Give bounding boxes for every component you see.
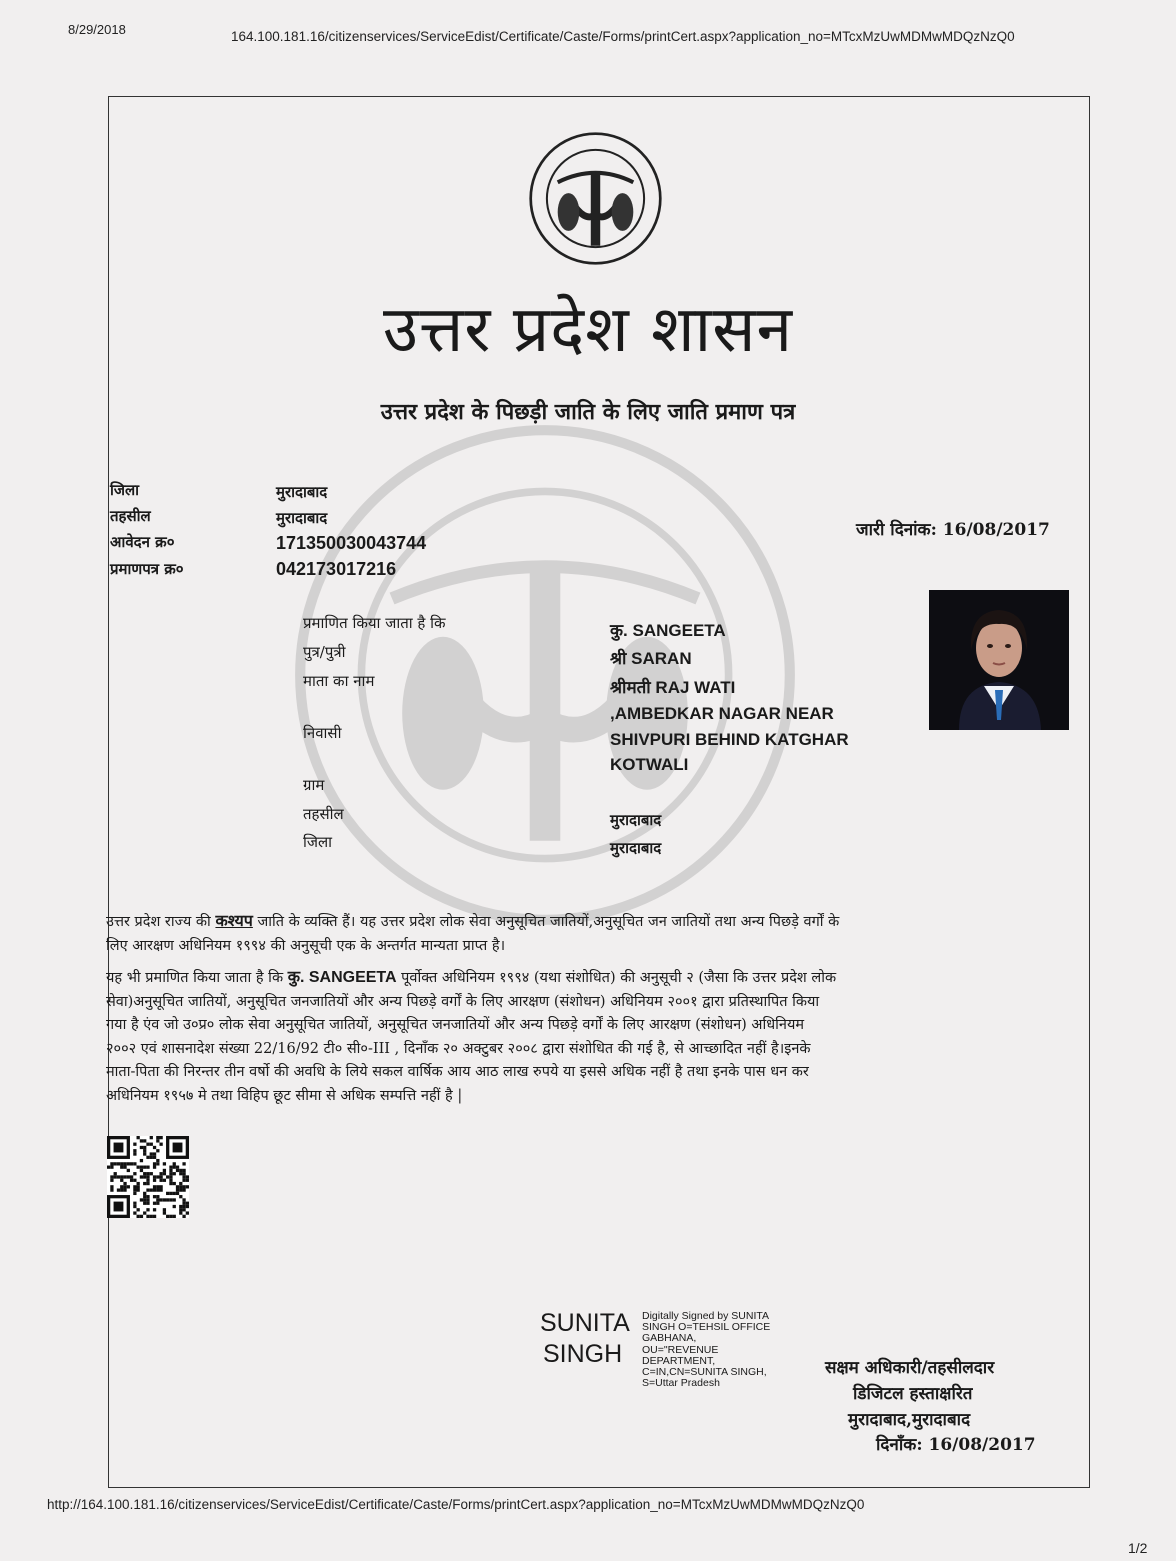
signer-name: [540, 1308, 630, 1370]
print-url-bottom: http://164.100.181.16/citizenservices/ServiceEdist/Certificate/Caste/Forms/printCert.aspx?application_no=MTcxMzUwMDMwMDQzNzQ0: [47, 1497, 865, 1512]
signature-detail-line: OU="REVENUE: [642, 1343, 719, 1356]
certified-label: प्रमाणित किया जाता है कि: [303, 614, 446, 632]
issue-date: जारी दिनांक: 16/08/2017: [856, 520, 1050, 540]
qr-code: [107, 1136, 189, 1218]
paragraph-line: उत्तर प्रदेश राज्य की कश्यप जाति के व्यक्ति हैं। यह उत्तर प्रदेश लोक सेवा अनुसूचित जातियों,अनुसूचित जन जातियों तथा अन्य पिछड़े वर्गों के: [106, 913, 840, 930]
tehsil-value: मुरादाबाद: [276, 509, 328, 527]
signature-detail-line: S=Uttar Pradesh: [642, 1377, 720, 1390]
application-label: आवेदन क्र०: [110, 533, 175, 551]
application-number: 171350030043744: [276, 533, 427, 553]
district-value: मुरादाबाद: [276, 483, 328, 501]
person-name-inline: कु. SANGEETA: [287, 969, 397, 986]
signature-detail-line: C=IN,CN=SUNITA SINGH,: [642, 1366, 767, 1379]
digital-signature-details: [642, 1311, 770, 1389]
authority-designation: सक्षम अधिकारी/तहसीलदार: [825, 1358, 995, 1378]
signer-name-line-1: SUNITA: [540, 1309, 630, 1337]
certificate-label: प्रमाणपत्र क्र०: [110, 560, 184, 578]
signature-detail-line: DEPARTMENT,: [642, 1354, 716, 1367]
district-label: जिला: [110, 481, 140, 499]
caste-name: कश्यप: [215, 913, 253, 930]
person-district-value: मुरादाबाद: [610, 839, 662, 857]
eligibility-paragraph: [106, 966, 1056, 1108]
resident-label: निवासी: [303, 724, 342, 742]
applicant-photo: [929, 590, 1069, 730]
certificate-subtitle: उत्तर प्रदेश के पिछड़ी जाति के लिए जाति प्रमाण पत्र: [380, 399, 796, 425]
print-url-top: 164.100.181.16/citizenservices/ServiceEdist/Certificate/Caste/Forms/printCert.aspx?application_no=MTcxMzUwMDMwMDQzNzQ0: [231, 29, 1015, 44]
print-date: 8/29/2018: [68, 22, 126, 37]
paragraph-line: यह भी प्रमाणित किया जाता है कि कु. SANGEETA पूर्वोक्त अधिनियम १९९४ (यथा संशोधित) की अनुसूची २ (जैसा कि उत्तर प्रदेश लोक: [106, 969, 837, 986]
caste-paragraph: [106, 910, 1056, 958]
paragraph-line: माता-पिता की निरन्तर तीन वर्षो की अवधि के लिये सकल वार्षिक आय आठ लाख रुपये या इससे अधिक नहीं है तथा इनके पास धन कर: [106, 1064, 809, 1080]
up-government-emblem-icon: [528, 131, 663, 266]
child-of-label: पुत्र/पुत्री: [303, 643, 346, 661]
address-line-2: SHIVPURI BEHIND KATGHAR: [610, 730, 849, 749]
signature-detail-line: Digitally Signed by SUNITA: [642, 1310, 770, 1322]
mother-label: माता का नाम: [303, 672, 375, 690]
person-tehsil-value: मुरादाबाद: [610, 811, 662, 829]
signature-detail-line: SINGH O=TEHSIL OFFICE: [642, 1321, 771, 1334]
signer-name-line-2: SINGH: [543, 1340, 623, 1368]
person-name: कु. SANGEETA: [610, 621, 726, 640]
tehsil-label: तहसील: [110, 507, 151, 525]
paragraph-line: २००२ एवं शासनादेश संख्या 22/16/92 टी० सी०-III , दिनाँक २० अक्टुबर २००८ द्वारा संशोधित की गई है, से आच्छादित नहीं है।इनके: [106, 1040, 811, 1057]
address-line-1: ,AMBEDKAR NAGAR NEAR: [610, 704, 834, 723]
certificate-number: 042173017216: [276, 559, 397, 579]
paragraph-line: लिए आरक्षण अधिनियम १९९४ की अनुसूची एक के अन्तर्गत मान्यता प्राप्त है।: [106, 937, 506, 954]
father-name: श्री SARAN: [610, 649, 692, 668]
paragraph-line: अधिनियम १९५७ मे तथा विहिप छूट सीमा से अधिक सम्पत्ति नहीं है |: [106, 1087, 463, 1104]
village-label: ग्राम: [303, 776, 325, 794]
person-tehsil-label: तहसील: [303, 805, 344, 823]
authority-date: दिनाँक: 16/08/2017: [876, 1435, 1036, 1455]
paragraph-line: गया है एंव जो उ०प्र० लोक सेवा अनुसूचित जातियों, अनुसूचित जनजातियों और अन्य पिछड़े वर्गों के लिए आरक्षण (संशोधन) अधिनियम: [106, 1017, 805, 1033]
mother-name: श्रीमती RAJ WATI: [610, 678, 736, 697]
page-title: उत्तर प्रदेश शासन: [383, 293, 793, 367]
authority-location: मुरादाबाद,मुरादाबाद: [848, 1410, 971, 1430]
authority-digitally-signed: डिजिटल हस्ताक्षरित: [853, 1384, 973, 1404]
signature-detail-line: GABHANA,: [642, 1332, 697, 1345]
paragraph-line: सेवा)अनुसूचित जातियों, अनुसूचित जनजातियों और अन्य पिछड़े वर्गों के लिए आरक्षण (संशोधन) अधिनियम २००१ द्वारा प्रतिस्थापित किया: [106, 993, 820, 1010]
address-line-3: KOTWALI: [610, 755, 689, 774]
person-district-label: जिला: [303, 833, 333, 851]
page-number: 1/2: [1128, 1540, 1148, 1556]
